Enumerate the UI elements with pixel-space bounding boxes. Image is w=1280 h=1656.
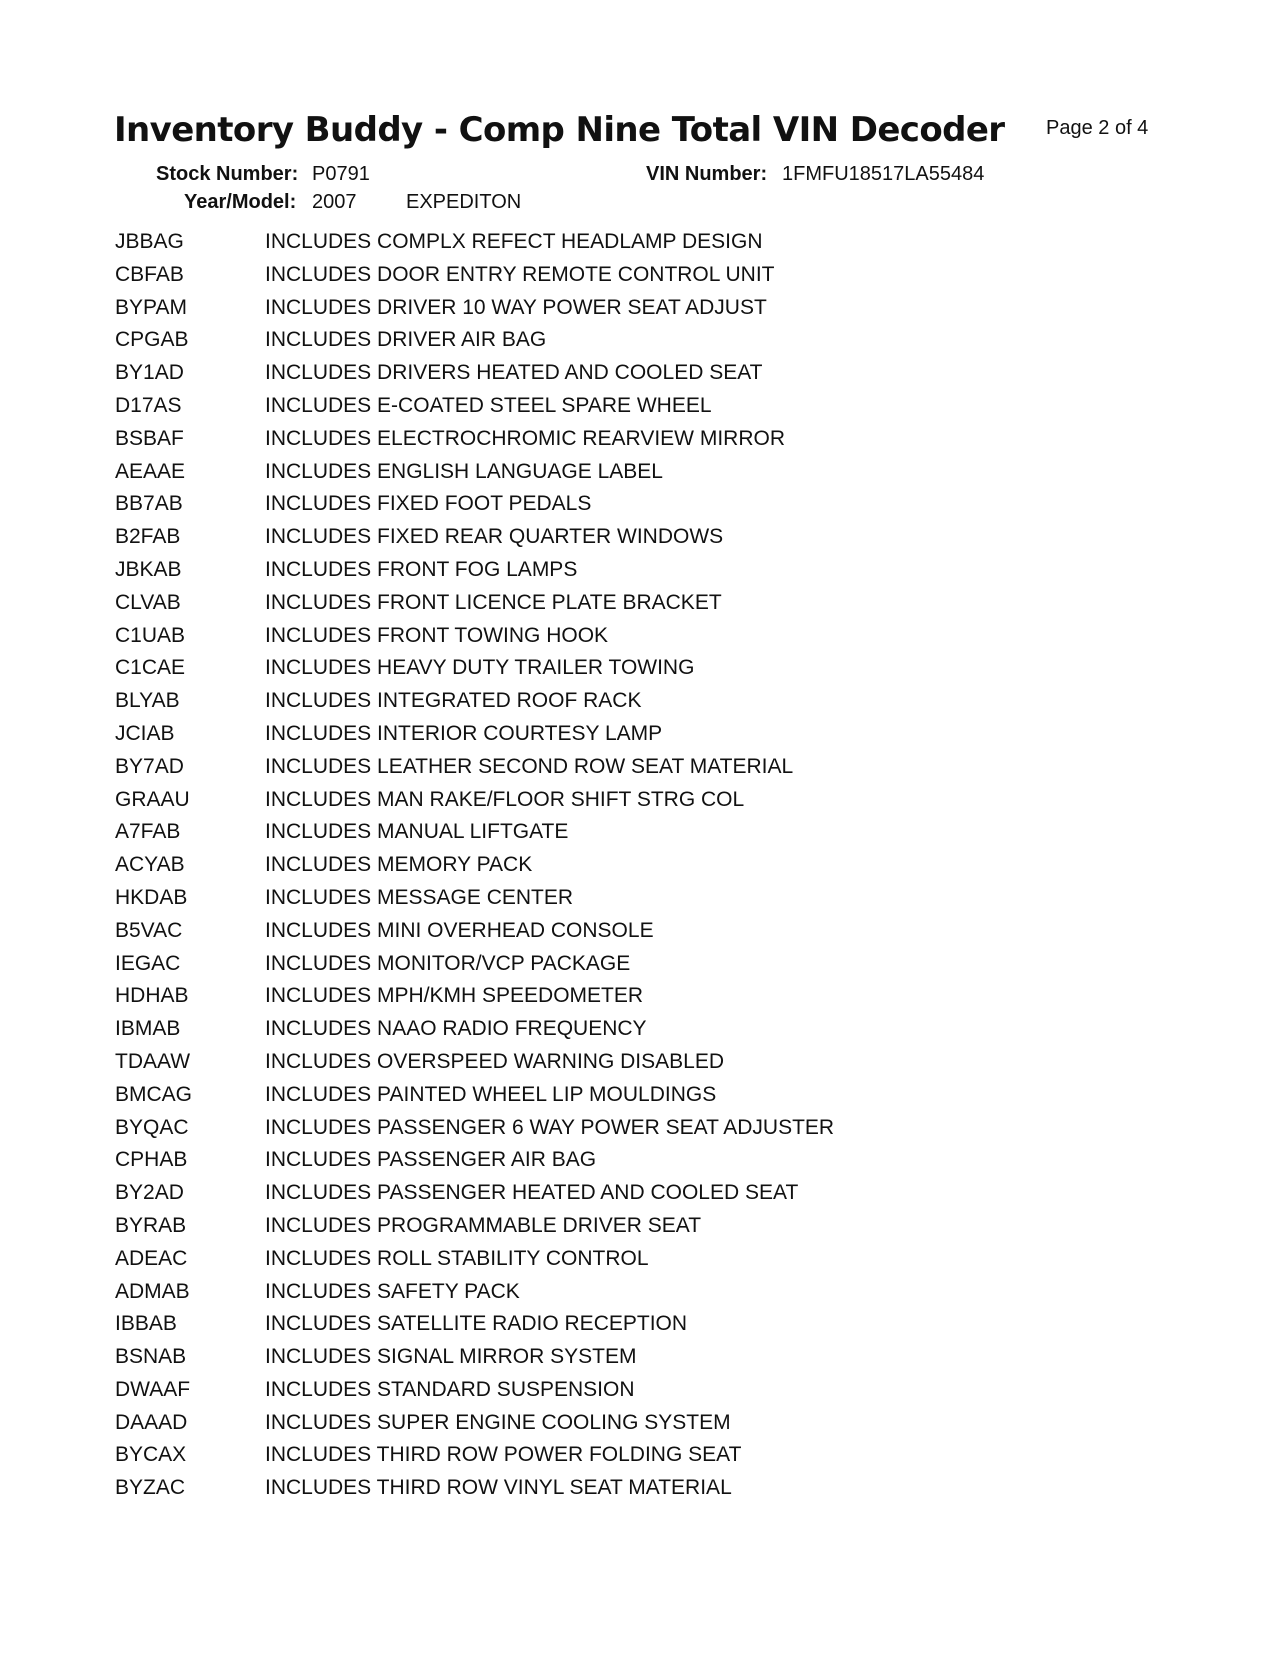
list-item (0, 689, 1280, 722)
option-description: INCLUDES SAFETY PACK (265, 1279, 520, 1303)
option-code: CLVAB (115, 590, 181, 614)
option-description: INCLUDES INTEGRATED ROOF RACK (265, 689, 642, 713)
option-code: CBFAB (115, 262, 184, 286)
list-item (0, 361, 1280, 394)
option-description: INCLUDES MANUAL LIFTGATE (265, 820, 569, 844)
option-code: BY2AD (115, 1181, 184, 1205)
option-description: INCLUDES SATELLITE RADIO RECEPTION (265, 1312, 688, 1336)
model-value: EXPEDITON (406, 191, 522, 213)
option-description: INCLUDES PASSENGER AIR BAG (265, 1148, 597, 1172)
option-description: INCLUDES FIXED FOOT PEDALS (265, 492, 592, 516)
option-code: BYCAX (115, 1443, 187, 1467)
list-item (0, 1378, 1280, 1411)
option-code: BMCAG (115, 1082, 193, 1106)
option-code: BYQAC (115, 1115, 189, 1139)
list-item (0, 656, 1280, 689)
option-code: ADMAB (115, 1279, 190, 1303)
list-item (0, 952, 1280, 985)
list-item (0, 492, 1280, 525)
option-description: INCLUDES FRONT LICENCE PLATE BRACKET (265, 590, 722, 614)
option-description: INCLUDES DRIVER 10 WAY POWER SEAT ADJUST (265, 295, 767, 319)
option-code: BLYAB (115, 689, 180, 713)
option-code: D17AS (115, 393, 182, 417)
option-description: INCLUDES DOOR ENTRY REMOTE CONTROL UNIT (265, 262, 775, 286)
list-item (0, 1411, 1280, 1444)
option-description: INCLUDES PASSENGER 6 WAY POWER SEAT ADJUSTER (265, 1115, 835, 1139)
option-description: INCLUDES FIXED REAR QUARTER WINDOWS (265, 525, 724, 549)
list-item (0, 1476, 1280, 1509)
option-description: INCLUDES STANDARD SUSPENSION (265, 1377, 635, 1401)
option-description: INCLUDES MPH/KMH SPEEDOMETER (265, 984, 644, 1008)
option-description: INCLUDES ROLL STABILITY CONTROL (265, 1246, 649, 1270)
option-code: TDAAW (115, 1049, 191, 1073)
list-item (0, 755, 1280, 788)
list-item (0, 820, 1280, 853)
option-description: INCLUDES SIGNAL MIRROR SYSTEM (265, 1345, 637, 1369)
option-code: HKDAB (115, 885, 188, 909)
option-code: B5VAC (115, 918, 183, 942)
option-description: INCLUDES LEATHER SECOND ROW SEAT MATERIAL (265, 754, 794, 778)
option-code: DAAAD (115, 1410, 188, 1434)
option-description: INCLUDES ENGLISH LANGUAGE LABEL (265, 459, 663, 483)
option-code: AEAAE (115, 459, 186, 483)
option-code: ADEAC (115, 1246, 188, 1270)
list-item (0, 1345, 1280, 1378)
list-item (0, 1017, 1280, 1050)
option-description: INCLUDES FRONT TOWING HOOK (265, 623, 609, 647)
option-code: BSBAF (115, 426, 184, 450)
list-item (0, 1116, 1280, 1149)
option-description: INCLUDES FRONT FOG LAMPS (265, 557, 578, 581)
option-description: INCLUDES OVERSPEED WARNING DISABLED (265, 1049, 724, 1073)
option-description: INCLUDES MINI OVERHEAD CONSOLE (265, 918, 654, 942)
list-item (0, 1247, 1280, 1280)
list-item (0, 886, 1280, 919)
option-description: INCLUDES MONITOR/VCP PACKAGE (265, 951, 631, 975)
page-indicator: Page 2 of 4 (1046, 117, 1149, 139)
stock-number-label-text: Stock Number: (156, 163, 299, 185)
option-code: CPHAB (115, 1148, 188, 1172)
list-item (0, 1312, 1280, 1345)
year-model-label-text: Year/Model: (184, 191, 297, 213)
option-code: BYPAM (115, 295, 187, 319)
option-description: INCLUDES DRIVERS HEATED AND COOLED SEAT (265, 361, 763, 385)
list-item (0, 1214, 1280, 1247)
option-code: GRAAU (115, 787, 190, 811)
option-description: INCLUDES E-COATED STEEL SPARE WHEEL (265, 393, 712, 417)
list-item (0, 558, 1280, 591)
list-item (0, 1181, 1280, 1214)
vin-number-value: 1FMFU18517LA55484 (782, 163, 985, 185)
list-item (0, 624, 1280, 657)
option-code: B2FAB (115, 525, 181, 549)
option-description: INCLUDES ELECTROCHROMIC REARVIEW MIRROR (265, 426, 785, 450)
list-item (0, 1083, 1280, 1116)
stock-number-value: P0791 (312, 163, 370, 185)
option-description: INCLUDES MAN RAKE/FLOOR SHIFT STRG COL (265, 787, 745, 811)
list-item (0, 1443, 1280, 1476)
stock-number-label (156, 163, 298, 186)
option-code: JCIAB (115, 721, 175, 745)
option-code: HDHAB (115, 984, 189, 1008)
vin-number-label-text: VIN Number: (646, 163, 768, 185)
option-code: IBBAB (115, 1312, 177, 1336)
list-item (0, 460, 1280, 493)
option-description: INCLUDES PAINTED WHEEL LIP MOULDINGS (265, 1082, 717, 1106)
option-code: BYRAB (115, 1213, 187, 1237)
option-description: INCLUDES THIRD ROW POWER FOLDING SEAT (265, 1443, 742, 1467)
list-item (0, 1280, 1280, 1313)
option-description: INCLUDES PROGRAMMABLE DRIVER SEAT (265, 1213, 702, 1237)
list-item (0, 525, 1280, 558)
option-code: CPGAB (115, 328, 189, 352)
option-code-list (0, 230, 1280, 1509)
option-description: INCLUDES PASSENGER HEATED AND COOLED SEAT (265, 1181, 799, 1205)
option-description: INCLUDES MEMORY PACK (265, 853, 533, 877)
document-title: Inventory Buddy - Comp Nine Total VIN Decoder (114, 110, 1005, 150)
option-code: IEGAC (115, 951, 181, 975)
option-description: INCLUDES INTERIOR COURTESY LAMP (265, 721, 663, 745)
option-code: BSNAB (115, 1345, 187, 1369)
option-description: INCLUDES NAAO RADIO FREQUENCY (265, 1017, 647, 1041)
option-code: JBKAB (115, 557, 182, 581)
option-description: INCLUDES SUPER ENGINE COOLING SYSTEM (265, 1410, 731, 1434)
option-description: INCLUDES THIRD ROW VINYL SEAT MATERIAL (265, 1476, 732, 1500)
list-item (0, 1148, 1280, 1181)
list-item (0, 230, 1280, 263)
list-item (0, 919, 1280, 952)
option-code: DWAAF (115, 1377, 191, 1401)
option-code: BB7AB (115, 492, 183, 516)
option-code: BY7AD (115, 754, 184, 778)
vin-number-label (646, 163, 767, 186)
list-item (0, 427, 1280, 460)
option-code: A7FAB (115, 820, 181, 844)
list-item (0, 1050, 1280, 1083)
option-code: C1CAE (115, 656, 186, 680)
option-description: INCLUDES MESSAGE CENTER (265, 885, 574, 909)
option-code: BYZAC (115, 1476, 186, 1500)
option-code: BY1AD (115, 361, 184, 385)
option-code: JBBAG (115, 230, 184, 253)
list-item (0, 853, 1280, 886)
list-item (0, 263, 1280, 296)
year-value: 2007 (312, 191, 357, 213)
list-item (0, 722, 1280, 755)
list-item (0, 394, 1280, 427)
list-item (0, 591, 1280, 624)
list-item (0, 296, 1280, 329)
option-code: IBMAB (115, 1017, 181, 1041)
list-item (0, 788, 1280, 821)
year-model-label (184, 191, 296, 214)
option-code: ACYAB (115, 853, 185, 877)
option-description: INCLUDES COMPLX REFECT HEADLAMP DESIGN (265, 230, 763, 253)
option-description: INCLUDES DRIVER AIR BAG (265, 328, 547, 352)
option-code: C1UAB (115, 623, 186, 647)
list-item (0, 984, 1280, 1017)
list-item (0, 328, 1280, 361)
option-description: INCLUDES HEAVY DUTY TRAILER TOWING (265, 656, 695, 680)
